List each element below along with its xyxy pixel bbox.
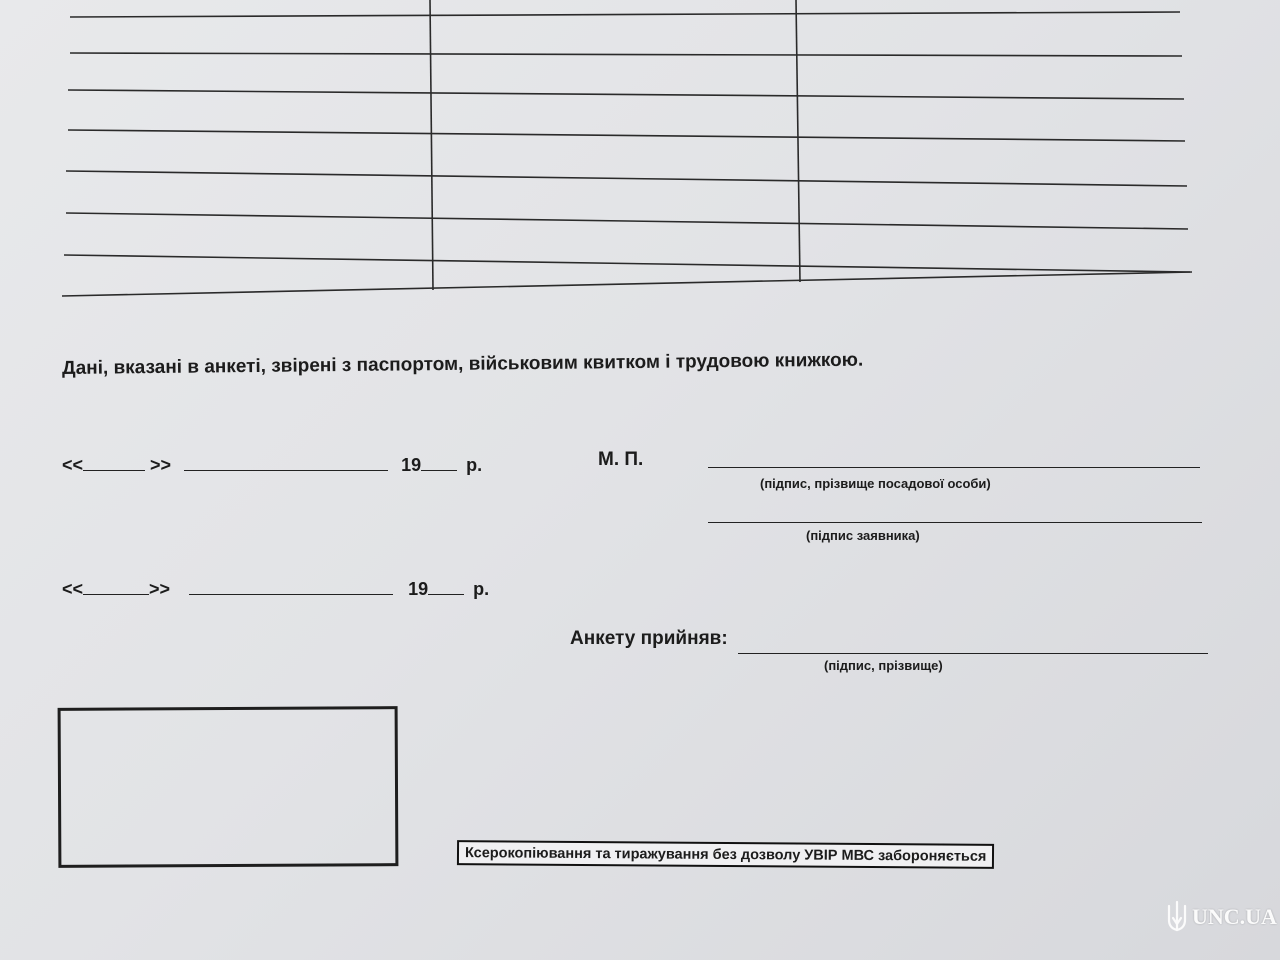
accepted-by-label: Анкету прийняв: [570, 628, 728, 649]
table-row-line [70, 12, 1180, 17]
table-bottom-line [62, 272, 1192, 296]
table-column-line [796, 0, 800, 282]
date-open-quote: << [62, 455, 84, 475]
table-row-line [64, 255, 1190, 272]
photo-box [58, 706, 399, 868]
accepted-by-caption: (підпис, прізвище) [824, 658, 943, 673]
year-blank[interactable] [421, 454, 457, 471]
year-suffix: р. [466, 455, 483, 475]
table-row-line [66, 171, 1187, 186]
table-row-line [68, 90, 1184, 99]
day-blank[interactable] [83, 578, 149, 595]
month-blank[interactable] [184, 454, 388, 471]
date-open-quote: << [62, 579, 84, 599]
watermark-text: UNC.UA [1192, 904, 1277, 929]
table-column-line [430, 0, 433, 290]
year-prefix: 19 [408, 579, 429, 599]
stamp-label: М. П. [598, 449, 644, 470]
date-field-2 [62, 578, 489, 600]
table-row-line [68, 130, 1185, 141]
trident-icon [1166, 900, 1188, 934]
copy-restriction-notice: Ксерокопіювання та тиражування без дозволу УВІР МВС забороняється [457, 840, 995, 869]
month-blank[interactable] [189, 578, 393, 595]
form-table [0, 0, 1280, 310]
date-close-quote: >> [149, 579, 171, 599]
table-row-line [66, 213, 1188, 229]
form-table-grid [0, 0, 1280, 310]
table-row-line [70, 53, 1182, 56]
year-blank[interactable] [428, 578, 464, 595]
year-suffix: р. [473, 579, 490, 599]
accepted-by-signature-line[interactable] [738, 653, 1208, 654]
watermark [1166, 900, 1277, 934]
official-signature-line[interactable] [708, 467, 1200, 468]
applicant-signature-caption: (підпис заявника) [806, 528, 920, 543]
applicant-signature-line[interactable] [708, 522, 1202, 523]
day-blank[interactable] [83, 454, 145, 471]
date-close-quote: >> [150, 455, 172, 475]
official-signature-caption: (підпис, прізвище посадової особи) [760, 476, 991, 491]
date-field-1 [62, 454, 482, 476]
verification-statement: Дані, вказані в анкеті, звірені з паспортом, військовим квитком і трудовою книжкою. [62, 349, 864, 379]
year-prefix: 19 [401, 455, 422, 475]
